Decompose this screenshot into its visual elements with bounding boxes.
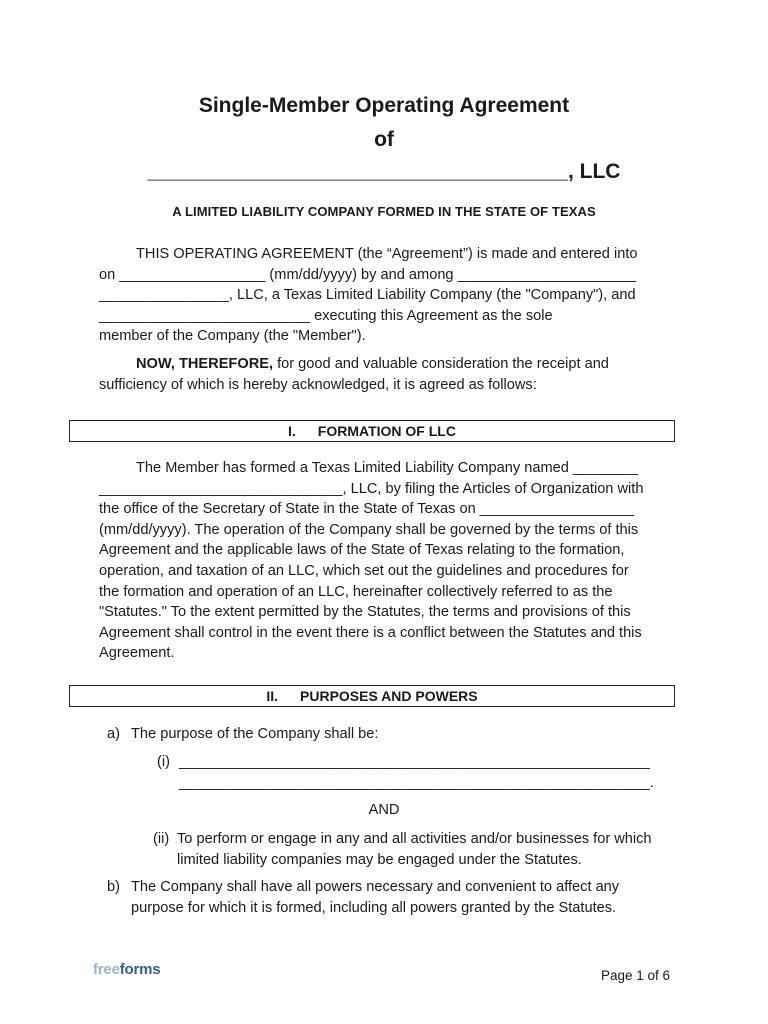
purpose-blank-line: __________________________________________________________. <box>179 775 654 791</box>
intro-line: ________________, LLC, a Texas Limited Liability Company (the "Company"), and <box>99 287 636 304</box>
now-therefore-paragraph <box>99 354 671 395</box>
list-marker: (i) <box>157 754 170 770</box>
document-subtitle: A LIMITED LIABILITY COMPANY FORMED IN THE STATE OF TEXAS <box>172 204 596 219</box>
section-number: I. <box>288 423 296 439</box>
logo-part-free: free <box>93 961 120 978</box>
intro-line: __________________________ executing this Agreement as the sole <box>99 307 553 324</box>
now-therefore-line: sufficiency of which is hereby acknowledged, it is agreed as follows: <box>99 376 537 393</box>
formation-line: the formation and operation of an LLC, hereinafter collectively referred to as the <box>99 583 613 600</box>
list-marker: b) <box>107 879 120 895</box>
intro-line: THIS OPERATING AGREEMENT (the “Agreement”) is made and entered into <box>136 246 638 262</box>
now-therefore-rest: for good and valuable consideration the receipt and <box>273 356 609 372</box>
list-item-text: purpose for which it is formed, including all powers granted by the Statutes. <box>131 900 617 916</box>
formation-paragraph <box>99 458 671 664</box>
and-connector: AND <box>368 802 400 818</box>
list-item-text: The Company shall have all powers necessary and convenient to affect any <box>131 879 620 895</box>
section-number: II. <box>266 688 279 704</box>
section-title: PURPOSES AND POWERS <box>300 688 478 704</box>
document-title-of: of <box>374 128 394 151</box>
list-item-a <box>107 724 667 746</box>
list-item-ii <box>153 829 673 873</box>
list-item-i <box>157 752 657 796</box>
formation-line: ______________________________, LLC, by filing the Articles of Organization with <box>99 480 644 497</box>
section-heading-purposes <box>69 685 675 707</box>
formation-line: Agreement shall control in the event there is a conflict between the Statutes and this <box>99 624 642 641</box>
list-item-text: To perform or engage in any and all activities and/or businesses for which <box>177 831 652 847</box>
now-therefore-bold: NOW, THEREFORE, <box>136 356 274 372</box>
section-heading-formation <box>69 420 675 442</box>
intro-line: on __________________ (mm/dd/yyyy) by and among ______________________ <box>99 266 637 283</box>
section-title: FORMATION OF LLC <box>317 423 456 439</box>
intro-line: member of the Company (the "Member"). <box>99 328 366 345</box>
company-name-blank-line: ____________________________________, LLC <box>147 160 621 183</box>
list-item-text: limited liability companies may be engaged under the Statutes. <box>177 852 582 868</box>
list-marker: (ii) <box>153 831 170 847</box>
document-title: Single-Member Operating Agreement <box>198 94 570 117</box>
purpose-blank-line: __________________________________________________________ <box>179 754 650 770</box>
formation-line: Agreement and the applicable laws of the State of Texas relating to the formation, <box>99 542 625 559</box>
page-number: Page 1 of 6 <box>601 968 671 983</box>
formation-line: Agreement. <box>99 645 175 662</box>
list-marker: a) <box>107 726 120 742</box>
formation-line: the office of the Secretary of State in the State of Texas on ___________________ <box>99 501 634 518</box>
list-item-b <box>107 877 677 921</box>
formation-line: "Statutes." To the extent permitted by the Statutes, the terms and provisions of this <box>99 604 631 621</box>
logo-part-forms: forms <box>119 961 161 978</box>
formation-line: operation, and taxation of an LLC, which set out the guidelines and procedures for <box>99 562 629 579</box>
formation-line: (mm/dd/yyyy). The operation of the Company shall be governed by the terms of this <box>99 521 639 538</box>
freeforms-logo <box>93 961 160 978</box>
intro-paragraph <box>99 244 671 347</box>
formation-line: The Member has formed a Texas Limited Liability Company named ________ <box>136 460 638 476</box>
list-item-text: The purpose of the Company shall be: <box>131 726 379 742</box>
now-therefore-line <box>99 354 671 375</box>
